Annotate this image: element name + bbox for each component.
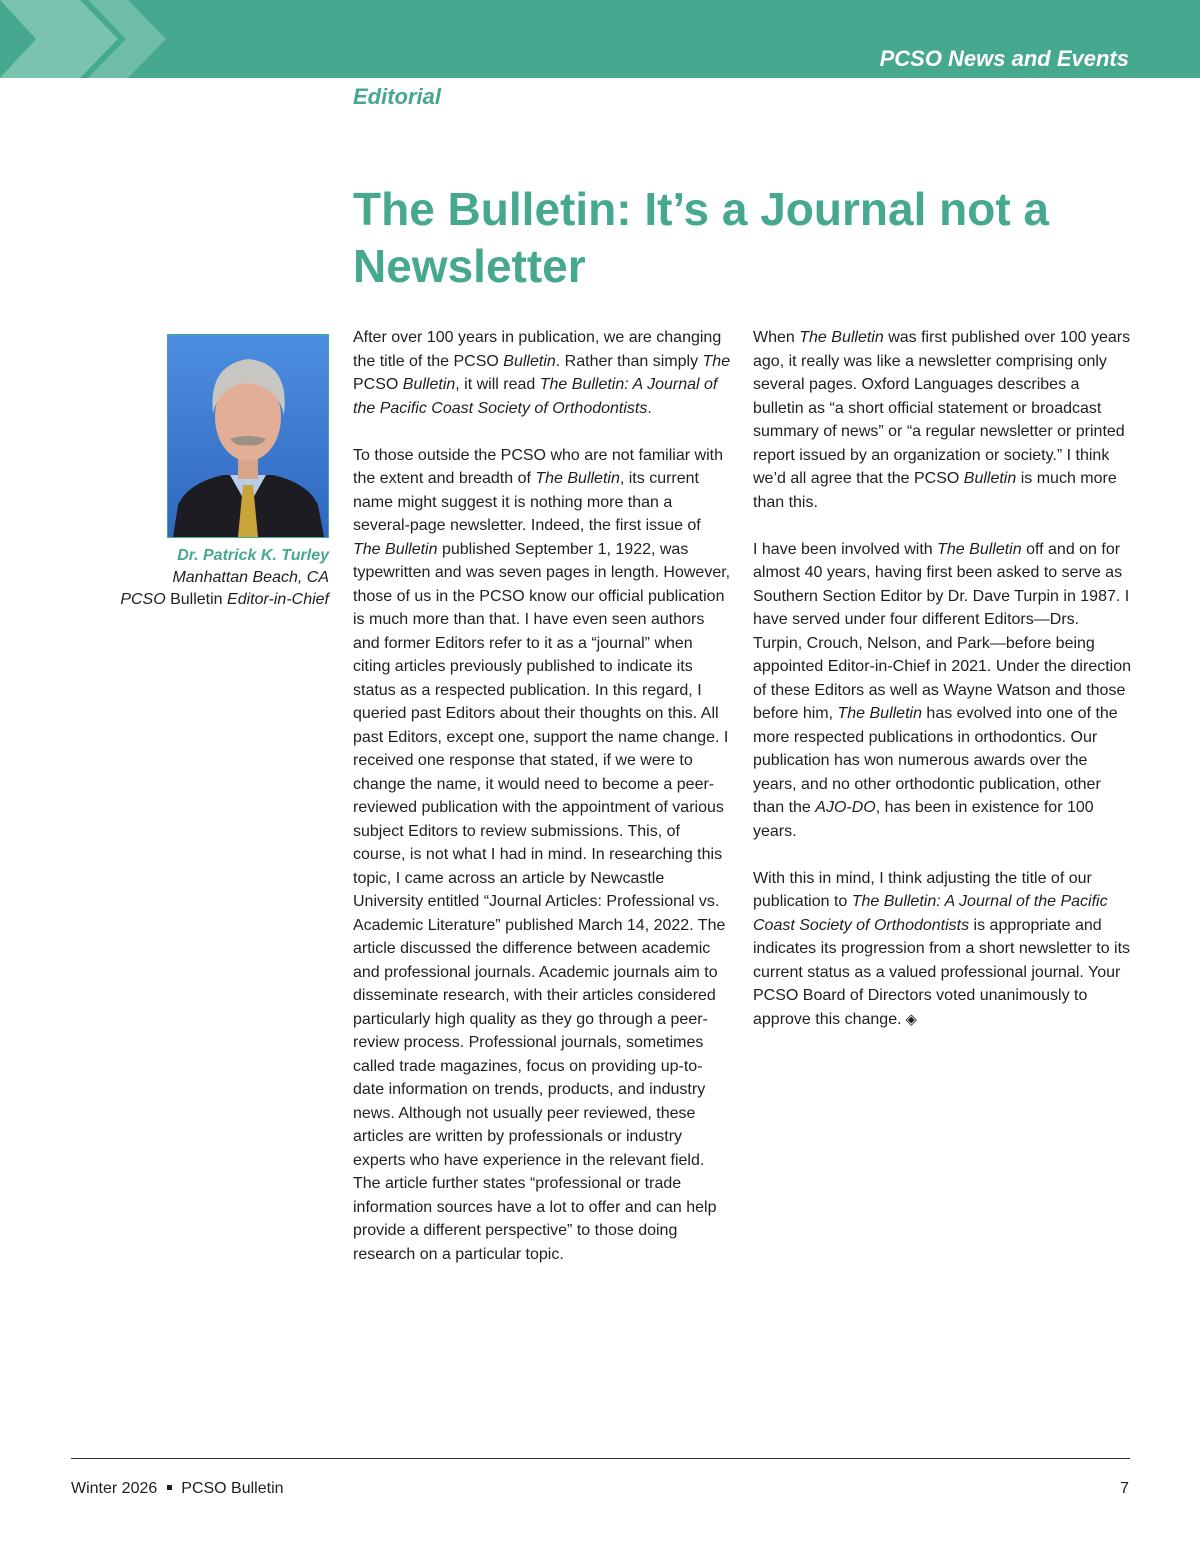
footer-divider xyxy=(71,1458,1130,1459)
author-location: Manhattan Beach, CA xyxy=(172,568,329,586)
author-role: PCSO Bulletin Editor-in-Chief xyxy=(120,590,329,608)
page-number: 7 xyxy=(1120,1480,1129,1497)
paragraph-2: To those outside the PCSO who are not familiar with the extent and breadth of The Bulletin, its current name might suggest it is nothing more than a several-page newsletter. Indeed, the first issue of The Bulletin published September 1, 1922, was typewritten and was seven pages in length. However, those of us in the PCSO know our official publication is much more than that. I have even seen authors and former Editors refer to it as a “journal” when citing articles previously published to indicate its status as a respected publication. In this regard, I queried past Editors about their thoughts on this. All past Editors, except one, support the name change. I received one response that stated, if we were to change the name, it would need to become a peer-reviewed publication with the appointment of various subject Editors to review submissions. This, of course, is not what I had in mind. In researching this topic, I came across an article by Newcastle University entitled “Journal Articles: Professional vs. Academic Literature” published March 14, 2022. The article discussed the difference between academic and professional journals. Academic journals aim to disseminate research, with their articles considered particularly high quality as they go through a peer-review process. Professional journals, sometimes called trade magazines, focus on providing up-to-date information on trends, products, and industry news. Although not usually peer reviewed, these articles are written by professionals or industry experts who have experience in the relevant field. The article further states “professional or trade information sources have a lot to offer and can help provide a different perspective” to those doing research on a particular topic. xyxy=(353,446,731,1263)
paragraph-3: When The Bulletin was first published over 100 years ago, it really was like a newsletter comprising only several pages. Oxford Languages describes a bulletin as “a short official statement or broadcast summary of news” or “a regular newsletter or printed report issued by an organization or society.” I think we’d all agree that the PCSO Bulletin is much more than this. xyxy=(753,329,1131,511)
paragraph-5: With this in mind, I think adjusting the title of our publication to The Bulletin: A Journal of the Pacific Coast Society of Orthodontists is appropriate and indicates its progression from a short newsletter to its current status as a valued professional journal. Your PCSO Board of Directors voted unanimously to approve this change. ◈ xyxy=(753,867,1131,1032)
author-photo xyxy=(167,334,329,538)
article-column-2 xyxy=(753,326,1131,1031)
footer-issue-line xyxy=(71,1480,284,1498)
footer-publication: PCSO Bulletin xyxy=(181,1480,284,1497)
footer-issue: Winter 2026 xyxy=(71,1480,158,1497)
article-title: The Bulletin: It’s a Journal not a Newsletter xyxy=(353,183,1050,292)
chevron-decoration-icon xyxy=(0,0,200,78)
author-caption xyxy=(90,545,329,610)
author-name: Dr. Patrick K. Turley xyxy=(177,547,329,564)
square-bullet-icon xyxy=(167,1485,172,1490)
end-mark-icon: ◈ xyxy=(905,1010,918,1028)
article-kicker: Editorial xyxy=(353,84,442,109)
paragraph-4: I have been involved with The Bulletin off and on for almost 40 years, having first been asked to serve as Southern Section Editor by Dr. Dave Turpin in 1987. I have served under four different Editors—Drs. Turpin, Crouch, Nelson, and Park—before being appointed Editor-in-Chief in 2021. Under the direction of these Editors as well as Wayne Watson and those before him, The Bulletin has evolved into one of the more respected publications in orthodontics. Our publication has won numerous awards over the years, and no other orthodontic publication, other than the AJO-DO, has been in existence for 100 years. xyxy=(753,540,1132,840)
paragraph-1: After over 100 years in publication, we are changing the title of the PCSO Bulletin. Rather than simply The PCSO Bulletin, it will read The Bulletin: A Journal of the Pacific Coast Society of Orthodontists. xyxy=(353,329,731,417)
article-column-1 xyxy=(353,326,731,1266)
header-band xyxy=(0,0,1200,78)
section-title: PCSO News and Events xyxy=(879,46,1129,71)
